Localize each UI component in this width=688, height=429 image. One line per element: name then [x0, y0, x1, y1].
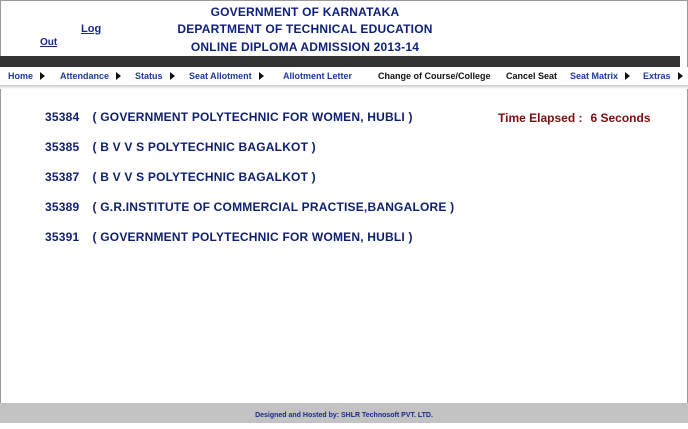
- nav-item-allotment-letter[interactable]: [283, 71, 352, 81]
- logout-link-out[interactable]: Out: [40, 37, 58, 48]
- caret-right-icon: [40, 72, 45, 80]
- nav-item-label: Change of Course/College: [378, 71, 491, 81]
- header-divider-bar: [0, 56, 680, 67]
- nav-item-label: Status: [135, 71, 163, 81]
- nav-item-label: Cancel Seat: [506, 71, 558, 81]
- caret-right-icon: [625, 72, 630, 80]
- college-list: [45, 110, 454, 260]
- college-code: 35384: [45, 110, 80, 124]
- nav-item-home[interactable]: [8, 71, 45, 81]
- college-name: ( B V V S POLYTECHNIC BAGALKOT ): [92, 170, 316, 184]
- college-code: 35387: [45, 170, 80, 184]
- college-name: ( B V V S POLYTECHNIC BAGALKOT ): [92, 140, 316, 154]
- nav-item-seat-matrix[interactable]: [570, 71, 630, 81]
- nav-item-extras[interactable]: [643, 71, 683, 81]
- nav-item-change-course[interactable]: [378, 71, 491, 81]
- college-code: 35391: [45, 230, 80, 244]
- nav-item-label: Attendance: [60, 71, 110, 81]
- timer-value: 6 Seconds: [590, 111, 651, 125]
- page-footer: [0, 403, 688, 423]
- nav-shadow: [0, 86, 688, 89]
- college-code: 35389: [45, 200, 80, 214]
- page-title-line1: GOVERNMENT OF KARNATAKA: [210, 5, 400, 19]
- college-code: 35385: [45, 140, 80, 154]
- college-name: ( G.R.INSTITUTE OF COMMERCIAL PRACTISE,BANGALORE ): [92, 200, 455, 214]
- list-item: [45, 140, 454, 170]
- caret-right-icon: [259, 72, 264, 80]
- nav-item-label: Seat Allotment: [189, 71, 252, 81]
- college-name: ( GOVERNMENT POLYTECHNIC FOR WOMEN, HUBLI ): [92, 110, 413, 124]
- page-header: [0, 0, 688, 56]
- nav-item-label: Seat Matrix: [570, 71, 619, 81]
- elapsed-timer: [498, 111, 651, 125]
- footer-credit: Designed and Hosted by: SHLR Technosoft PVT. LTD.: [255, 412, 433, 419]
- college-name: ( GOVERNMENT POLYTECHNIC FOR WOMEN, HUBLI ): [92, 230, 413, 244]
- nav-item-cancel-seat[interactable]: [506, 71, 557, 81]
- list-item: [45, 200, 454, 230]
- nav-item-label: Home: [8, 71, 34, 81]
- page-title-line3: ONLINE DIPLOMA ADMISSION 2013-14: [190, 40, 420, 54]
- caret-right-icon: [678, 72, 683, 80]
- nav-item-label: Allotment Letter: [283, 71, 353, 81]
- main-navigation: [0, 67, 688, 86]
- nav-item-attendance[interactable]: [60, 71, 121, 81]
- page-title-line2: DEPARTMENT OF TECHNICAL EDUCATION: [177, 22, 433, 36]
- nav-item-status[interactable]: [135, 71, 175, 81]
- list-item: [45, 170, 454, 200]
- caret-right-icon: [116, 72, 121, 80]
- timer-label: Time Elapsed :: [498, 111, 583, 125]
- logout-link-log[interactable]: Log: [81, 23, 102, 35]
- list-item: [45, 110, 454, 140]
- nav-item-seat-allotment[interactable]: [189, 71, 264, 81]
- caret-right-icon: [170, 72, 175, 80]
- list-item: [45, 230, 454, 260]
- nav-item-label: Extras: [643, 71, 671, 81]
